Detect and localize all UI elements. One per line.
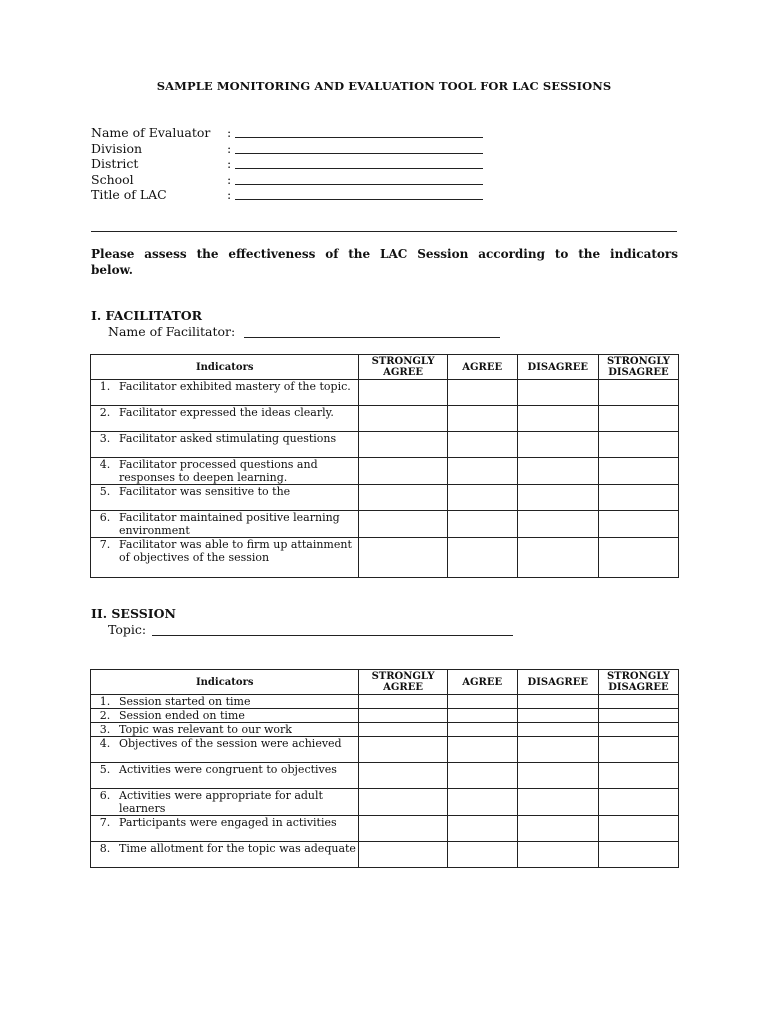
rating-cell-strongly-disagree[interactable] [598, 432, 678, 458]
table-row [91, 380, 679, 406]
table-row [91, 432, 679, 458]
rating-cell-strongly-agree[interactable] [359, 709, 447, 723]
rating-cell-strongly-disagree[interactable] [598, 511, 678, 538]
table-row [91, 709, 679, 723]
indicator-cell: 8. Time allotment for the topic was adequate [91, 842, 359, 868]
rating-cell-strongly-agree[interactable] [359, 763, 447, 789]
rating-cell-strongly-disagree[interactable] [598, 723, 678, 737]
rating-cell-agree[interactable] [447, 380, 517, 406]
table-row [91, 789, 679, 816]
rating-cell-disagree[interactable] [517, 538, 598, 578]
field-label: School [91, 171, 134, 187]
rating-cell-agree[interactable] [447, 432, 517, 458]
rating-cell-disagree[interactable] [517, 763, 598, 789]
column-header-agree: AGREE [447, 670, 517, 695]
facilitator-heading: I. FACILITATOR [91, 308, 203, 323]
blank-line[interactable] [235, 153, 483, 154]
column-header-disagree: DISAGREE [517, 670, 598, 695]
blank-line[interactable] [235, 137, 483, 138]
rating-cell-disagree[interactable] [517, 432, 598, 458]
indicator-cell: 3. Topic was relevant to our work [91, 723, 359, 737]
column-header-strongly-disagree: STRONGLY DISAGREE [598, 355, 678, 380]
field-label: Name of Evaluator [91, 125, 211, 140]
rating-cell-agree[interactable] [447, 538, 517, 578]
blank-line[interactable] [235, 199, 483, 200]
rating-cell-strongly-agree[interactable] [359, 538, 447, 578]
rating-cell-agree[interactable] [447, 789, 517, 816]
rating-cell-agree[interactable] [447, 816, 517, 842]
facilitator-table [90, 354, 679, 578]
table-row [91, 695, 679, 709]
rating-cell-strongly-agree[interactable] [359, 723, 447, 737]
field-title-of-lac: Title of LAC : [91, 187, 235, 203]
facilitator-name-blank[interactable] [244, 337, 500, 338]
rating-cell-disagree[interactable] [517, 406, 598, 432]
rating-cell-strongly-disagree[interactable] [598, 842, 678, 868]
rating-cell-strongly-agree[interactable] [359, 406, 447, 432]
rating-cell-disagree[interactable] [517, 723, 598, 737]
table-row [91, 737, 679, 763]
rating-cell-agree[interactable] [447, 723, 517, 737]
indicator-cell: 4. Facilitator processed questions and responses to deepen learning. [91, 458, 359, 485]
rating-cell-strongly-disagree[interactable] [598, 695, 678, 709]
session-topic-label: Topic: [108, 622, 147, 637]
rating-cell-agree[interactable] [447, 695, 517, 709]
rating-cell-strongly-disagree[interactable] [598, 789, 678, 816]
rating-cell-agree[interactable] [447, 737, 517, 763]
rating-cell-disagree[interactable] [517, 695, 598, 709]
rating-cell-strongly-agree[interactable] [359, 458, 447, 485]
rating-cell-strongly-agree[interactable] [359, 695, 447, 709]
rating-cell-agree[interactable] [447, 709, 517, 723]
column-header-agree: AGREE [447, 355, 517, 380]
rating-cell-strongly-agree[interactable] [359, 432, 447, 458]
column-header-strongly-agree: STRONGLY AGREE [359, 355, 447, 380]
rating-cell-strongly-disagree[interactable] [598, 737, 678, 763]
field-school: School : [91, 172, 235, 188]
rating-cell-agree[interactable] [447, 842, 517, 868]
blank-line[interactable] [235, 168, 483, 169]
rating-cell-strongly-disagree[interactable] [598, 816, 678, 842]
indicator-cell: 2. Facilitator expressed the ideas clearly. [91, 406, 359, 432]
table-row [91, 763, 679, 789]
field-label: District [91, 156, 139, 171]
field-name-of-evaluator: Name of Evaluator : [91, 125, 235, 141]
rating-cell-strongly-agree[interactable] [359, 485, 447, 511]
session-topic-blank[interactable] [152, 635, 513, 636]
column-header-indicators: Indicators [91, 355, 359, 380]
table-row [91, 723, 679, 737]
table-row [91, 842, 679, 868]
indicator-cell: 7. Participants were engaged in activities [91, 816, 359, 842]
indicator-cell: 1. Session started on time [91, 695, 359, 709]
rating-cell-strongly-agree[interactable] [359, 816, 447, 842]
session-heading: II. SESSION [91, 606, 176, 621]
rating-cell-strongly-disagree[interactable] [598, 485, 678, 511]
field-label: Title of LAC [91, 187, 167, 202]
evaluator-fields [91, 125, 235, 203]
indicator-cell: 2. Session ended on time [91, 709, 359, 723]
indicator-cell: 4. Objectives of the session were achieved [91, 737, 359, 763]
column-header-strongly-disagree: STRONGLY DISAGREE [598, 670, 678, 695]
indicator-cell: 3. Facilitator asked stimulating questions [91, 432, 359, 458]
field-division: Division : [91, 141, 235, 157]
rating-cell-disagree[interactable] [517, 380, 598, 406]
indicator-cell: 5. Facilitator was sensitive to the [91, 485, 359, 511]
instructions-text: Please assess the effectiveness of the LAC Session according to the indicators below. [91, 247, 678, 277]
rating-cell-strongly-agree[interactable] [359, 380, 447, 406]
indicator-cell: 6. Activities were appropriate for adult learners [91, 789, 359, 816]
rating-cell-disagree[interactable] [517, 737, 598, 763]
rating-cell-agree[interactable] [447, 511, 517, 538]
column-header-disagree: DISAGREE [517, 355, 598, 380]
table-row [91, 485, 679, 511]
blank-line[interactable] [235, 184, 483, 185]
rating-cell-agree[interactable] [447, 406, 517, 432]
rating-cell-disagree[interactable] [517, 485, 598, 511]
rating-cell-strongly-disagree[interactable] [598, 709, 678, 723]
rating-cell-agree[interactable] [447, 458, 517, 485]
indicator-cell: 6. Facilitator maintained positive learning environment [91, 511, 359, 538]
rating-cell-strongly-disagree[interactable] [598, 458, 678, 485]
column-header-strongly-agree: STRONGLY AGREE [359, 670, 447, 695]
rating-cell-agree[interactable] [447, 763, 517, 789]
rating-cell-strongly-disagree[interactable] [598, 380, 678, 406]
document-title: SAMPLE MONITORING AND EVALUATION TOOL FOR LAC SESSIONS [156, 79, 612, 93]
rating-cell-strongly-agree[interactable] [359, 511, 447, 538]
horizontal-divider [91, 231, 677, 232]
rating-cell-disagree[interactable] [517, 816, 598, 842]
table-row [91, 511, 679, 538]
rating-cell-agree[interactable] [447, 485, 517, 511]
table-row [91, 458, 679, 485]
table-row [91, 538, 679, 578]
indicator-cell: 7. Facilitator was able to firm up attainment of objectives of the session [91, 538, 359, 578]
rating-cell-strongly-agree[interactable] [359, 737, 447, 763]
rating-cell-disagree[interactable] [517, 842, 598, 868]
rating-cell-disagree[interactable] [517, 709, 598, 723]
indicator-cell: 5. Activities were congruent to objectives [91, 763, 359, 789]
rating-cell-strongly-agree[interactable] [359, 842, 447, 868]
facilitator-name-label: Name of Facilitator: [108, 324, 236, 339]
field-district: District : [91, 156, 235, 172]
table-header-row [91, 355, 679, 380]
column-header-indicators: Indicators [91, 670, 359, 695]
rating-cell-strongly-disagree[interactable] [598, 406, 678, 432]
session-table [90, 669, 679, 868]
rating-cell-disagree[interactable] [517, 458, 598, 485]
rating-cell-disagree[interactable] [517, 511, 598, 538]
table-row [91, 406, 679, 432]
rating-cell-strongly-disagree[interactable] [598, 538, 678, 578]
indicator-cell: 1. Facilitator exhibited mastery of the topic. [91, 380, 359, 406]
rating-cell-strongly-agree[interactable] [359, 789, 447, 816]
field-label: Division [91, 140, 143, 156]
table-row [91, 816, 679, 842]
rating-cell-strongly-disagree[interactable] [598, 763, 678, 789]
rating-cell-disagree[interactable] [517, 789, 598, 816]
table-header-row [91, 670, 679, 695]
